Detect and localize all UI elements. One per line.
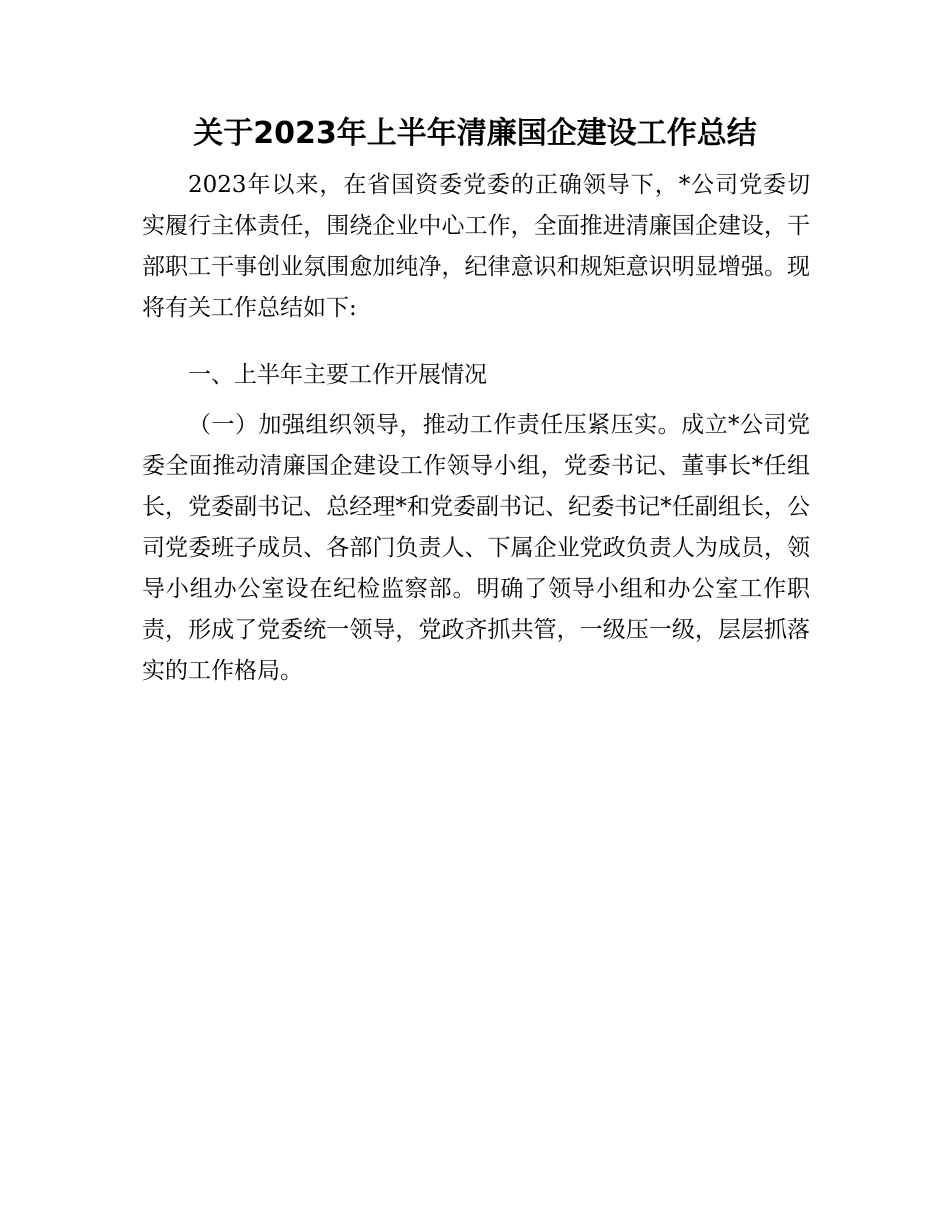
section-heading: 一、上半年主要工作开展情况	[188, 362, 487, 388]
section-paragraph: （一）加强组织领导，推动工作责任压紧压实。成立*公司党委全面推动清廉国企建设工作领导小组，党委书记、董事长*任组长，党委副书记、总经理*和党委副书记、纪委书记*任副组长，公司党委班子成员、各部门负责人、下属企业党政负责人为成员，领导小组办公室设在纪检监察部。明确了领导小组和办公室工作职责，形成了党委统一领导，党政齐抓共管，一级压一级，层层抓落实的工作格局。	[142, 412, 810, 684]
intro-paragraph: 2023年以来，在省国资委党委的正确领导下，*公司党委切实履行主体责任，围绕企业中心工作，全面推进清廉国企建设，干部职工干事创业氛围愈加纯净，纪律意识和规矩意识明显增强。现将有关工作总结如下:	[142, 172, 810, 321]
document-title: 关于2023年上半年清廉国企建设工作总结	[193, 116, 757, 151]
